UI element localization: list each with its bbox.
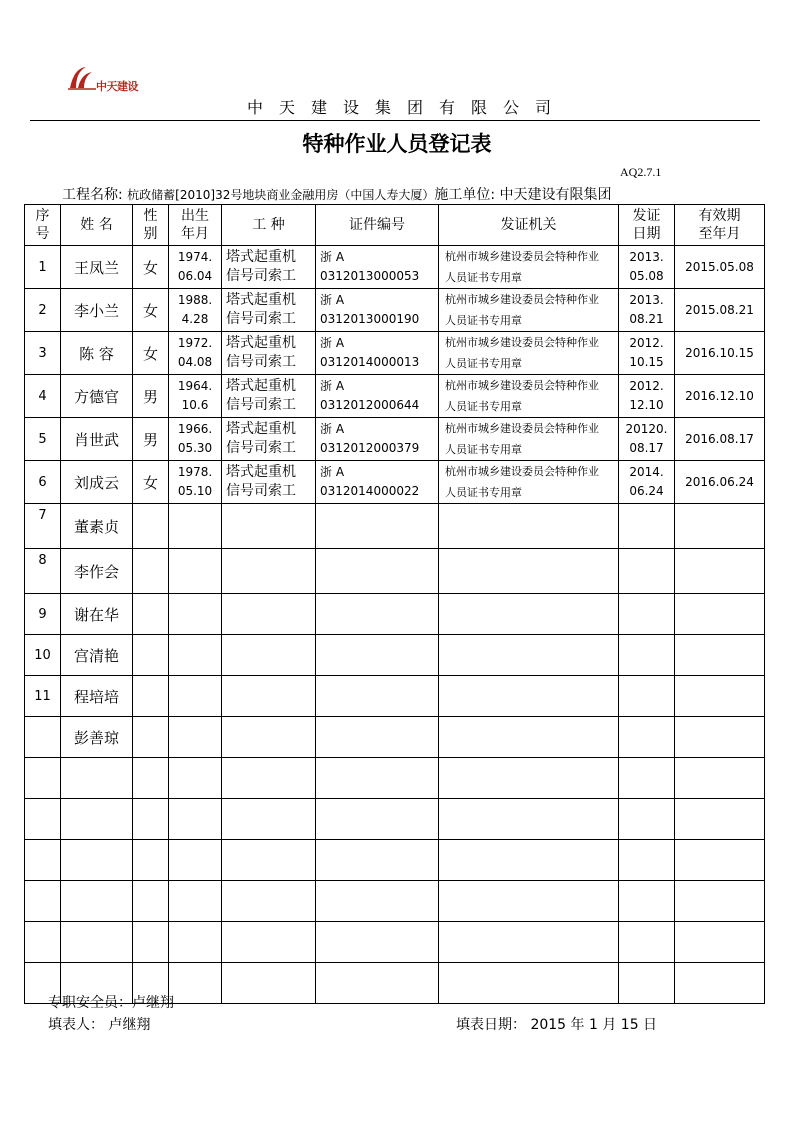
table-row <box>25 332 765 375</box>
row-cert <box>316 549 439 594</box>
row-org: 杭州市城乡建设委员会特种作业 人员证书专用章 <box>439 418 619 461</box>
row-no: 1 <box>25 246 61 289</box>
row-no: 8 <box>25 549 61 594</box>
row-valid: 2015.08.21 <box>675 289 765 332</box>
row-name: 肖世武 <box>61 418 133 461</box>
row-sex <box>133 635 169 676</box>
empty-cell <box>439 799 619 840</box>
empty-cell <box>439 963 619 1004</box>
empty-cell <box>61 758 133 799</box>
row-valid: 2016.10.15 <box>675 332 765 375</box>
row-sex: 男 <box>133 418 169 461</box>
row-type: 塔式起重机 信号司索工 <box>222 461 316 504</box>
empty-cell <box>619 840 675 881</box>
empty-cell <box>675 840 765 881</box>
table-row <box>25 676 765 717</box>
empty-cell <box>133 758 169 799</box>
row-birth: 1988. 4.28 <box>169 289 222 332</box>
table-row-empty <box>25 840 765 881</box>
row-name: 董素贞 <box>61 504 133 549</box>
empty-cell <box>222 963 316 1004</box>
row-sex <box>133 504 169 549</box>
row-no: 5 <box>25 418 61 461</box>
table-row <box>25 635 765 676</box>
row-birth <box>169 594 222 635</box>
empty-cell <box>619 881 675 922</box>
empty-cell <box>316 963 439 1004</box>
row-org <box>439 717 619 758</box>
empty-cell <box>439 922 619 963</box>
company-name: 中天建设集团有限公司 <box>246 98 567 117</box>
row-name: 李作会 <box>61 549 133 594</box>
row-org: 杭州市城乡建设委员会特种作业 人员证书专用章 <box>439 289 619 332</box>
row-birth <box>169 504 222 549</box>
empty-cell <box>222 881 316 922</box>
row-name: 方德官 <box>61 375 133 418</box>
table-row-empty <box>25 922 765 963</box>
empty-cell <box>316 881 439 922</box>
empty-cell <box>675 758 765 799</box>
row-org: 杭州市城乡建设委员会特种作业 人员证书专用章 <box>439 246 619 289</box>
header-cert: 证件编号 <box>316 205 439 246</box>
row-issue-date <box>619 676 675 717</box>
row-issue-date: 2014. 06.24 <box>619 461 675 504</box>
row-birth <box>169 549 222 594</box>
row-issue-date <box>619 594 675 635</box>
empty-cell <box>133 922 169 963</box>
empty-cell <box>169 758 222 799</box>
header-name: 姓 名 <box>61 205 133 246</box>
row-name: 彭善琼 <box>61 717 133 758</box>
row-valid <box>675 676 765 717</box>
header-valid: 有效期 至年月 <box>675 205 765 246</box>
header-sex: 性 别 <box>133 205 169 246</box>
empty-cell <box>169 881 222 922</box>
empty-cell <box>61 922 133 963</box>
table-row-empty <box>25 758 765 799</box>
row-type <box>222 635 316 676</box>
empty-cell <box>169 963 222 1004</box>
empty-cell <box>619 758 675 799</box>
empty-cell <box>439 881 619 922</box>
row-birth <box>169 676 222 717</box>
empty-cell <box>675 922 765 963</box>
row-sex: 女 <box>133 246 169 289</box>
builder-name: 中天建设有限集团 <box>499 187 612 203</box>
row-org <box>439 676 619 717</box>
empty-cell <box>61 799 133 840</box>
row-cert <box>316 717 439 758</box>
empty-cell <box>619 963 675 1004</box>
header-rule <box>30 120 760 121</box>
row-issue-date <box>619 717 675 758</box>
row-org: 杭州市城乡建设委员会特种作业 人员证书专用章 <box>439 332 619 375</box>
header-birth: 出生 年月 <box>169 205 222 246</box>
row-valid: 2016.12.10 <box>675 375 765 418</box>
empty-cell <box>169 840 222 881</box>
row-type <box>222 676 316 717</box>
row-birth: 1966. 05.30 <box>169 418 222 461</box>
row-sex <box>133 676 169 717</box>
empty-cell <box>222 758 316 799</box>
row-issue-date: 2013. 05.08 <box>619 246 675 289</box>
row-valid <box>675 549 765 594</box>
document-code: AQ2.7.1 <box>620 165 662 179</box>
row-name: 谢在华 <box>61 594 133 635</box>
row-valid: 2015.05.08 <box>675 246 765 289</box>
row-cert: 浙 A 0312014000013 <box>316 332 439 375</box>
registration-table <box>24 204 765 1004</box>
row-issue-date <box>619 504 675 549</box>
fill-date: 填表日期： 2015 年 1 月 15 日 <box>456 1017 658 1033</box>
row-no <box>25 717 61 758</box>
table-row <box>25 246 765 289</box>
empty-cell <box>25 840 61 881</box>
row-cert <box>316 504 439 549</box>
row-no: 7 <box>25 504 61 549</box>
row-valid <box>675 717 765 758</box>
row-cert: 浙 A 0312014000022 <box>316 461 439 504</box>
empty-cell <box>316 758 439 799</box>
row-name: 程培培 <box>61 676 133 717</box>
row-type: 塔式起重机 信号司索工 <box>222 289 316 332</box>
row-sex <box>133 594 169 635</box>
row-name: 宫清艳 <box>61 635 133 676</box>
row-name: 刘成云 <box>61 461 133 504</box>
empty-cell <box>25 922 61 963</box>
row-org <box>439 504 619 549</box>
empty-cell <box>133 881 169 922</box>
empty-cell <box>222 922 316 963</box>
empty-cell <box>316 840 439 881</box>
table-row <box>25 418 765 461</box>
row-birth <box>169 717 222 758</box>
empty-cell <box>61 881 133 922</box>
row-cert <box>316 676 439 717</box>
row-valid <box>675 635 765 676</box>
row-birth: 1972. 04.08 <box>169 332 222 375</box>
table-row <box>25 375 765 418</box>
row-type: 塔式起重机 信号司索工 <box>222 246 316 289</box>
row-org <box>439 635 619 676</box>
row-no: 4 <box>25 375 61 418</box>
row-no: 6 <box>25 461 61 504</box>
company-logo <box>66 64 156 94</box>
empty-cell <box>222 840 316 881</box>
empty-cell <box>675 881 765 922</box>
row-sex: 女 <box>133 461 169 504</box>
row-sex <box>133 717 169 758</box>
row-type: 塔式起重机 信号司索工 <box>222 418 316 461</box>
table-header-row <box>25 205 765 246</box>
empty-cell <box>25 758 61 799</box>
row-no: 9 <box>25 594 61 635</box>
row-sex <box>133 549 169 594</box>
empty-cell <box>619 799 675 840</box>
empty-cell <box>133 799 169 840</box>
row-type <box>222 717 316 758</box>
row-cert <box>316 594 439 635</box>
row-issue-date: 2012. 10.15 <box>619 332 675 375</box>
row-name: 陈 容 <box>61 332 133 375</box>
row-valid: 2016.08.17 <box>675 418 765 461</box>
empty-cell <box>169 799 222 840</box>
row-cert <box>316 635 439 676</box>
header-org: 发证机关 <box>439 205 619 246</box>
row-valid: 2016.06.24 <box>675 461 765 504</box>
row-name: 王凤兰 <box>61 246 133 289</box>
empty-cell <box>222 799 316 840</box>
row-cert: 浙 A 0312012000644 <box>316 375 439 418</box>
project-label: 工程名称: <box>62 187 123 203</box>
row-birth <box>169 635 222 676</box>
empty-cell <box>316 799 439 840</box>
row-no: 3 <box>25 332 61 375</box>
row-issue-date: 2013. 08.21 <box>619 289 675 332</box>
empty-cell <box>619 922 675 963</box>
row-no: 2 <box>25 289 61 332</box>
empty-cell <box>316 922 439 963</box>
project-name: 杭政储蓄[2010]32号地块商业金融用房（中国人寿大厦） <box>127 188 435 202</box>
empty-cell <box>133 840 169 881</box>
row-sex: 男 <box>133 375 169 418</box>
row-org <box>439 549 619 594</box>
row-birth: 1964. 10.6 <box>169 375 222 418</box>
table-row-empty <box>25 799 765 840</box>
safety-officer: 专职安全员：卢继翔 <box>48 995 174 1011</box>
row-org: 杭州市城乡建设委员会特种作业 人员证书专用章 <box>439 461 619 504</box>
form-filler: 填表人： 卢继翔 <box>48 1017 151 1033</box>
row-issue-date <box>619 549 675 594</box>
row-issue-date <box>619 635 675 676</box>
row-name: 李小兰 <box>61 289 133 332</box>
row-no: 11 <box>25 676 61 717</box>
empty-cell <box>169 922 222 963</box>
row-birth: 1978. 05.10 <box>169 461 222 504</box>
row-type <box>222 504 316 549</box>
row-no: 10 <box>25 635 61 676</box>
row-issue-date: 2012. 12.10 <box>619 375 675 418</box>
empty-cell <box>61 840 133 881</box>
row-cert: 浙 A 0312013000190 <box>316 289 439 332</box>
row-valid <box>675 504 765 549</box>
row-org: 杭州市城乡建设委员会特种作业 人员证书专用章 <box>439 375 619 418</box>
row-cert: 浙 A 0312012000379 <box>316 418 439 461</box>
row-type: 塔式起重机 信号司索工 <box>222 375 316 418</box>
header-issue-date: 发证 日期 <box>619 205 675 246</box>
row-type: 塔式起重机 信号司索工 <box>222 332 316 375</box>
empty-cell <box>25 881 61 922</box>
row-sex: 女 <box>133 289 169 332</box>
empty-cell <box>439 758 619 799</box>
table-row-empty <box>25 881 765 922</box>
header-type: 工 种 <box>222 205 316 246</box>
row-issue-date: 20120. 08.17 <box>619 418 675 461</box>
empty-cell <box>439 840 619 881</box>
header-no: 序 号 <box>25 205 61 246</box>
table-row <box>25 717 765 758</box>
table-row <box>25 461 765 504</box>
table-row <box>25 289 765 332</box>
builder-label: 施工单位: <box>434 187 496 203</box>
row-birth: 1974. 06.04 <box>169 246 222 289</box>
row-cert: 浙 A 0312013000053 <box>316 246 439 289</box>
row-valid <box>675 594 765 635</box>
empty-cell <box>25 799 61 840</box>
row-type <box>222 594 316 635</box>
table-row <box>25 504 765 549</box>
table-row <box>25 549 765 594</box>
table-row <box>25 594 765 635</box>
page-title: 特种作业人员登记表 <box>302 131 492 156</box>
row-sex: 女 <box>133 332 169 375</box>
empty-cell <box>675 963 765 1004</box>
row-org <box>439 594 619 635</box>
empty-cell <box>675 799 765 840</box>
row-type <box>222 549 316 594</box>
project-line <box>62 184 612 204</box>
logo-mark-icon <box>66 64 100 92</box>
logo-text: 中天建设 <box>96 80 138 93</box>
